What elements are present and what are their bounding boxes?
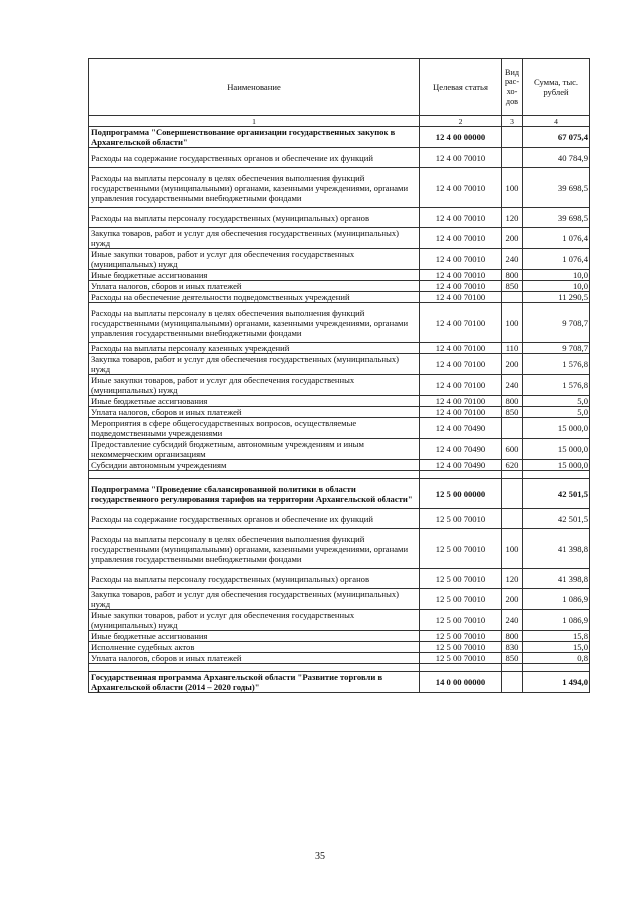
spacer-row xyxy=(89,664,590,672)
name-cell: Иные бюджетные ассигнования xyxy=(89,270,420,281)
budget-table-container xyxy=(88,58,589,693)
amount-cell: 42 501,5 xyxy=(523,479,590,509)
amount-cell: 15 000,0 xyxy=(523,418,590,439)
spacer-cell xyxy=(420,664,502,672)
table-row xyxy=(89,610,590,631)
expense-type-cell: 100 xyxy=(502,529,523,569)
name-cell: Уплата налогов, сборов и иных платежей xyxy=(89,281,420,292)
name-cell: Расходы на выплаты персоналу в целях обеспечения выполнения функций государственными (муниципальными) органами, казенными учреждениями, органами управления государственными внебюджетными фондами xyxy=(89,529,420,569)
budget-table xyxy=(88,58,590,693)
table-header-row xyxy=(89,59,590,116)
target-article-cell: 14 0 00 00000 xyxy=(420,672,502,693)
target-article-cell: 12 4 00 70010 xyxy=(420,281,502,292)
table-row-heading xyxy=(89,672,590,693)
expense-type-cell xyxy=(502,479,523,509)
name-cell: Расходы на содержание государственных органов и обеспечение их функций xyxy=(89,509,420,529)
target-article-cell: 12 4 00 70490 xyxy=(420,460,502,471)
expense-type-cell: 850 xyxy=(502,653,523,664)
amount-cell: 15,8 xyxy=(523,631,590,642)
table-row xyxy=(89,208,590,228)
target-article-cell: 12 5 00 70010 xyxy=(420,529,502,569)
expense-type-cell: 830 xyxy=(502,642,523,653)
spacer-cell xyxy=(523,471,590,479)
amount-cell: 11 290,5 xyxy=(523,292,590,303)
name-cell: Иные бюджетные ассигнования xyxy=(89,396,420,407)
target-article-cell: 12 4 00 70010 xyxy=(420,168,502,208)
name-cell: Иные закупки товаров, работ и услуг для обеспечения государственных (муниципальных) нужд xyxy=(89,610,420,631)
name-cell: Подпрограмма "Проведение сбалансированной политики в области государственного регулирования тарифов на территории Архангельской области" xyxy=(89,479,420,509)
column-number: 2 xyxy=(420,116,502,127)
expense-type-cell: 620 xyxy=(502,460,523,471)
spacer-cell xyxy=(89,664,420,672)
table-row xyxy=(89,569,590,589)
expense-type-cell: 240 xyxy=(502,610,523,631)
amount-cell: 39 698,5 xyxy=(523,208,590,228)
target-article-cell: 12 4 00 70100 xyxy=(420,343,502,354)
name-cell: Исполнение судебных актов xyxy=(89,642,420,653)
amount-cell: 39 698,5 xyxy=(523,168,590,208)
target-article-cell: 12 4 00 70490 xyxy=(420,418,502,439)
spacer-cell xyxy=(502,664,523,672)
expense-type-cell: 850 xyxy=(502,407,523,418)
target-article-cell: 12 4 00 70010 xyxy=(420,148,502,168)
header-vid: Вид рас-хо-дов xyxy=(502,59,523,116)
target-article-cell: 12 4 00 70100 xyxy=(420,303,502,343)
amount-cell: 1 086,9 xyxy=(523,589,590,610)
target-article-cell: 12 4 00 70010 xyxy=(420,249,502,270)
table-row xyxy=(89,270,590,281)
target-article-cell: 12 5 00 70010 xyxy=(420,589,502,610)
target-article-cell: 12 4 00 00000 xyxy=(420,127,502,148)
target-article-cell: 12 4 00 70490 xyxy=(420,439,502,460)
amount-cell: 10,0 xyxy=(523,270,590,281)
expense-type-cell xyxy=(502,672,523,693)
name-cell: Расходы на содержание государственных органов и обеспечение их функций xyxy=(89,148,420,168)
target-article-cell: 12 5 00 70010 xyxy=(420,509,502,529)
table-row xyxy=(89,354,590,375)
expense-type-cell xyxy=(502,509,523,529)
table-row xyxy=(89,589,590,610)
column-number-row xyxy=(89,116,590,127)
amount-cell: 15 000,0 xyxy=(523,439,590,460)
column-number: 1 xyxy=(89,116,420,127)
amount-cell: 5,0 xyxy=(523,407,590,418)
amount-cell: 67 075,4 xyxy=(523,127,590,148)
expense-type-cell: 240 xyxy=(502,375,523,396)
table-row xyxy=(89,148,590,168)
name-cell: Закупка товаров, работ и услуг для обеспечения государственных (муниципальных) нужд xyxy=(89,228,420,249)
target-article-cell: 12 5 00 70010 xyxy=(420,569,502,589)
target-article-cell: 12 4 00 70010 xyxy=(420,208,502,228)
header-name: Наименование xyxy=(89,59,420,116)
amount-cell: 9 708,7 xyxy=(523,303,590,343)
page-number: 35 xyxy=(315,851,325,862)
table-row xyxy=(89,249,590,270)
header-code: Целевая статья xyxy=(420,59,502,116)
spacer-cell xyxy=(523,664,590,672)
spacer-cell xyxy=(502,471,523,479)
expense-type-cell xyxy=(502,418,523,439)
table-row xyxy=(89,407,590,418)
amount-cell: 1 086,9 xyxy=(523,610,590,631)
expense-type-cell: 200 xyxy=(502,589,523,610)
amount-cell: 9 708,7 xyxy=(523,343,590,354)
expense-type-cell: 100 xyxy=(502,168,523,208)
table-row xyxy=(89,418,590,439)
table-row xyxy=(89,653,590,664)
name-cell: Расходы на выплаты персоналу государственных (муниципальных) органов xyxy=(89,208,420,228)
expense-type-cell: 120 xyxy=(502,569,523,589)
amount-cell: 41 398,8 xyxy=(523,569,590,589)
spacer-cell xyxy=(89,471,420,479)
name-cell: Подпрограмма "Совершенствование организации государственных закупок в Архангельской области" xyxy=(89,127,420,148)
expense-type-cell: 200 xyxy=(502,228,523,249)
name-cell: Мероприятия в сфере общегосударственных вопросов, осуществляемые подведомственными учреждениями xyxy=(89,418,420,439)
expense-type-cell: 120 xyxy=(502,208,523,228)
column-number: 4 xyxy=(523,116,590,127)
target-article-cell: 12 5 00 00000 xyxy=(420,479,502,509)
name-cell: Расходы на выплаты персоналу казенных учреждений xyxy=(89,343,420,354)
name-cell: Предоставление субсидий бюджетным, автономным учреждениям и иным некоммерческим организациям xyxy=(89,439,420,460)
name-cell: Уплата налогов, сборов и иных платежей xyxy=(89,653,420,664)
expense-type-cell: 800 xyxy=(502,631,523,642)
amount-cell: 10,0 xyxy=(523,281,590,292)
expense-type-cell: 850 xyxy=(502,281,523,292)
amount-cell: 1 576,8 xyxy=(523,375,590,396)
expense-type-cell: 200 xyxy=(502,354,523,375)
spacer-cell xyxy=(420,471,502,479)
target-article-cell: 12 5 00 70010 xyxy=(420,631,502,642)
expense-type-cell xyxy=(502,292,523,303)
spacer-row xyxy=(89,471,590,479)
table-row xyxy=(89,439,590,460)
table-row xyxy=(89,460,590,471)
expense-type-cell xyxy=(502,148,523,168)
amount-cell: 1 576,8 xyxy=(523,354,590,375)
amount-cell: 0,8 xyxy=(523,653,590,664)
amount-cell: 1 076,4 xyxy=(523,249,590,270)
table-row xyxy=(89,509,590,529)
target-article-cell: 12 4 00 70010 xyxy=(420,228,502,249)
table-row xyxy=(89,281,590,292)
name-cell: Государственная программа Архангельской области "Развитие торговли в Архангельской области (2014 – 2020 годы)" xyxy=(89,672,420,693)
target-article-cell: 12 4 00 70100 xyxy=(420,292,502,303)
name-cell: Иные бюджетные ассигнования xyxy=(89,631,420,642)
table-row xyxy=(89,343,590,354)
table-row xyxy=(89,375,590,396)
expense-type-cell: 800 xyxy=(502,270,523,281)
table-row-heading xyxy=(89,127,590,148)
name-cell: Уплата налогов, сборов и иных платежей xyxy=(89,407,420,418)
target-article-cell: 12 5 00 70010 xyxy=(420,610,502,631)
target-article-cell: 12 4 00 70100 xyxy=(420,375,502,396)
table-row-heading xyxy=(89,479,590,509)
header-sum: Сумма, тыс. рублей xyxy=(523,59,590,116)
amount-cell: 1 076,4 xyxy=(523,228,590,249)
amount-cell: 41 398,8 xyxy=(523,529,590,569)
amount-cell: 1 494,0 xyxy=(523,672,590,693)
amount-cell: 42 501,5 xyxy=(523,509,590,529)
expense-type-cell: 600 xyxy=(502,439,523,460)
table-row xyxy=(89,631,590,642)
amount-cell: 5,0 xyxy=(523,396,590,407)
target-article-cell: 12 5 00 70010 xyxy=(420,642,502,653)
target-article-cell: 12 4 00 70100 xyxy=(420,354,502,375)
target-article-cell: 12 4 00 70010 xyxy=(420,270,502,281)
table-row xyxy=(89,168,590,208)
name-cell: Расходы на выплаты персоналу государственных (муниципальных) органов xyxy=(89,569,420,589)
name-cell: Закупка товаров, работ и услуг для обеспечения государственных (муниципальных) нужд xyxy=(89,589,420,610)
table-row xyxy=(89,303,590,343)
name-cell: Иные закупки товаров, работ и услуг для обеспечения государственных (муниципальных) нужд xyxy=(89,249,420,270)
target-article-cell: 12 4 00 70100 xyxy=(420,396,502,407)
name-cell: Расходы на обеспечение деятельности подведомственных учреждений xyxy=(89,292,420,303)
amount-cell: 15 000,0 xyxy=(523,460,590,471)
expense-type-cell: 800 xyxy=(502,396,523,407)
table-row xyxy=(89,292,590,303)
table-body xyxy=(89,127,590,693)
table-row xyxy=(89,396,590,407)
expense-type-cell: 240 xyxy=(502,249,523,270)
expense-type-cell: 100 xyxy=(502,303,523,343)
expense-type-cell xyxy=(502,127,523,148)
table-row xyxy=(89,228,590,249)
name-cell: Расходы на выплаты персоналу в целях обеспечения выполнения функций государственными (муниципальными) органами, казенными учреждениями, органами управления государственными внебюджетными фондами xyxy=(89,168,420,208)
column-number: 3 xyxy=(502,116,523,127)
amount-cell: 15,0 xyxy=(523,642,590,653)
table-row xyxy=(89,529,590,569)
expense-type-cell: 110 xyxy=(502,343,523,354)
target-article-cell: 12 5 00 70010 xyxy=(420,653,502,664)
table-row xyxy=(89,642,590,653)
name-cell: Закупка товаров, работ и услуг для обеспечения государственных (муниципальных) нужд xyxy=(89,354,420,375)
amount-cell: 40 784,9 xyxy=(523,148,590,168)
name-cell: Иные закупки товаров, работ и услуг для обеспечения государственных (муниципальных) нужд xyxy=(89,375,420,396)
target-article-cell: 12 4 00 70100 xyxy=(420,407,502,418)
name-cell: Субсидии автономным учреждениям xyxy=(89,460,420,471)
name-cell: Расходы на выплаты персоналу в целях обеспечения выполнения функций государственными (муниципальными) органами, казенными учреждениями, органами управления государственными внебюджетными фондами xyxy=(89,303,420,343)
